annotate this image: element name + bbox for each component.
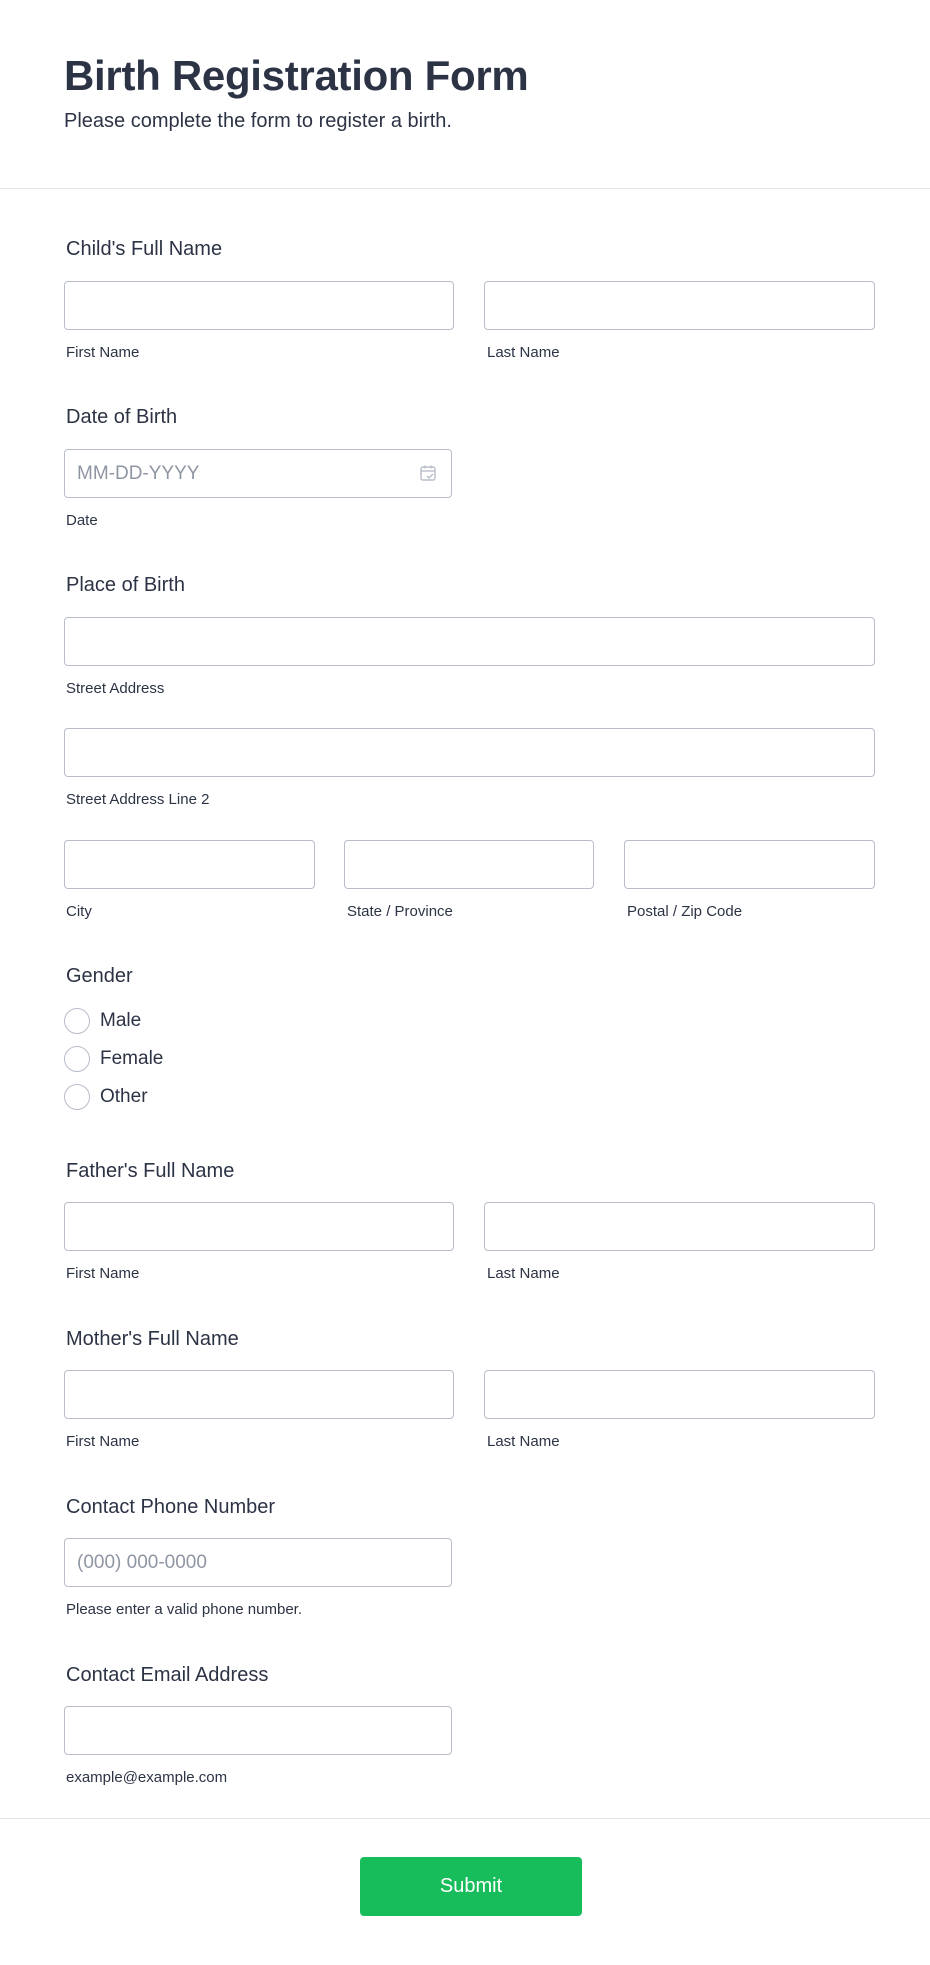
email-label: Contact Email Address [66, 1664, 269, 1686]
child-last-name-sublabel: Last Name [487, 344, 560, 361]
gender-option-male[interactable] [64, 1007, 141, 1035]
child-first-name-input[interactable] [64, 281, 454, 330]
phone-label: Contact Phone Number [66, 1496, 276, 1518]
street-address-line2-sublabel: Street Address Line 2 [66, 791, 210, 808]
father-first-name-input[interactable] [64, 1202, 454, 1251]
footer-divider [0, 1818, 930, 1819]
child-name-label: Child's Full Name [66, 238, 223, 260]
radio-label: Male [100, 1010, 142, 1031]
street-address-sublabel: Street Address [66, 680, 165, 697]
phone-input[interactable] [64, 1538, 452, 1587]
state-province-sublabel: State / Province [347, 903, 453, 920]
street-address-line2-input[interactable] [64, 728, 875, 777]
postal-zip-input[interactable] [624, 840, 875, 889]
city-sublabel: City [66, 903, 92, 920]
radio-label: Other [100, 1086, 148, 1107]
father-first-name-sublabel: First Name [66, 1265, 140, 1282]
state-province-input[interactable] [344, 840, 594, 889]
child-first-name-sublabel: First Name [66, 344, 140, 361]
date-sublabel: Date [66, 512, 98, 529]
date-of-birth-input[interactable] [64, 449, 452, 498]
radio-label: Female [100, 1048, 164, 1069]
calendar-icon[interactable] [419, 464, 437, 482]
father-name-label: Father's Full Name [66, 1160, 235, 1182]
father-last-name-input[interactable] [484, 1202, 875, 1251]
date-of-birth-label: Date of Birth [66, 406, 178, 428]
gender-option-other[interactable] [64, 1083, 148, 1111]
gender-option-female[interactable] [64, 1045, 163, 1073]
gender-label: Gender [66, 965, 133, 987]
email-input[interactable] [64, 1706, 452, 1755]
email-sublabel: example@example.com [66, 1769, 228, 1786]
father-last-name-sublabel: Last Name [487, 1265, 560, 1282]
phone-sublabel: Please enter a valid phone number. [66, 1601, 302, 1618]
child-last-name-input[interactable] [484, 281, 875, 330]
street-address-input[interactable] [64, 617, 875, 666]
postal-zip-sublabel: Postal / Zip Code [627, 903, 743, 920]
radio-button[interactable] [64, 1008, 90, 1034]
mother-last-name-sublabel: Last Name [487, 1433, 560, 1450]
form-title: Birth Registration Form [64, 52, 529, 99]
radio-button[interactable] [64, 1046, 90, 1072]
mother-first-name-sublabel: First Name [66, 1433, 140, 1450]
form-subtitle: Please complete the form to register a birth. [64, 110, 452, 132]
mother-first-name-input[interactable] [64, 1370, 454, 1419]
radio-button[interactable] [64, 1084, 90, 1110]
submit-button[interactable]: Submit [360, 1857, 582, 1916]
mother-last-name-input[interactable] [484, 1370, 875, 1419]
city-input[interactable] [64, 840, 315, 889]
form-header [0, 0, 930, 189]
mother-name-label: Mother's Full Name [66, 1328, 239, 1350]
place-of-birth-label: Place of Birth [66, 574, 185, 596]
